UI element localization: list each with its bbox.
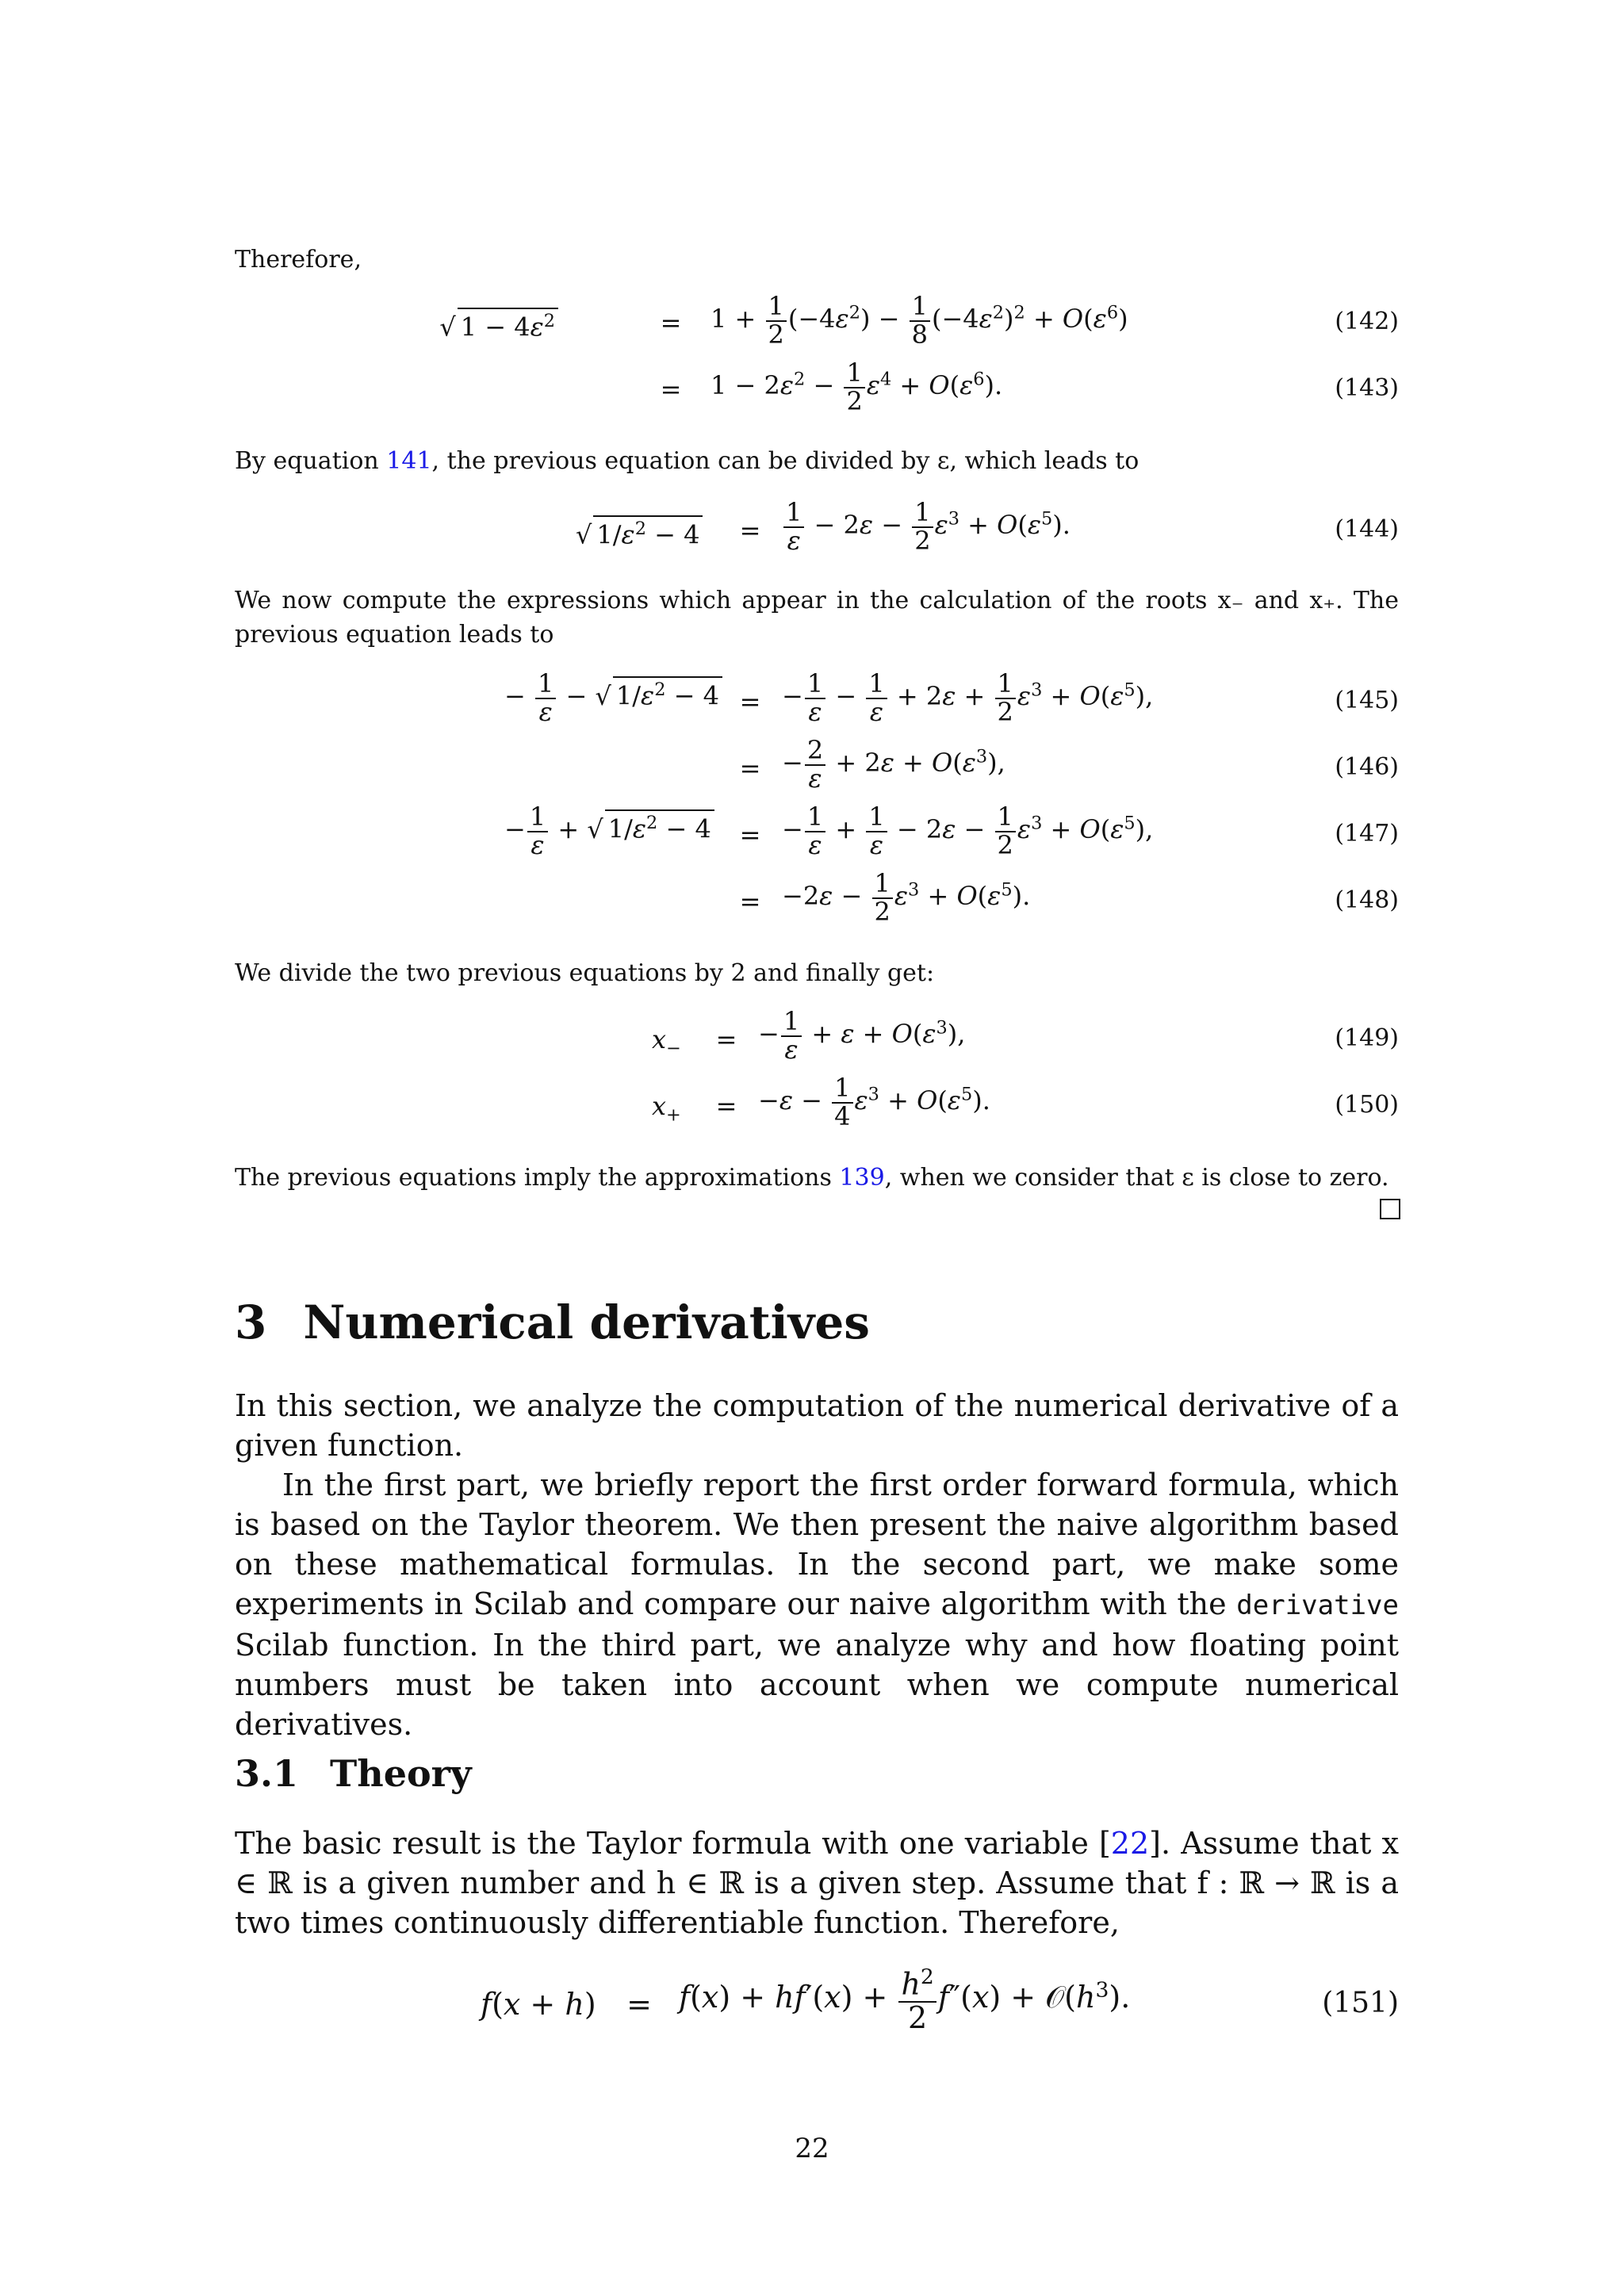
intro-text: Therefore, [235, 246, 362, 274]
equation-number: (143) [1335, 374, 1399, 402]
eq-rhs: − $\frac{1}{\varepsilon}$ − $\frac{1}{\varepsilon}$ + 2ε + $\frac{1}{2}$ $\varepsilon^3 + O(\varepsilon^5)$, [782, 668, 1154, 727]
equation-number: (144) [1335, 515, 1399, 543]
equation-number: (146) [1335, 753, 1399, 781]
eq-rhs: $1 - 2\varepsilon^2$ − $\frac{1}{2}$ $\varepsilon^4 + O(\varepsilon^6)$. [710, 358, 1003, 416]
eq-rhs: −2ε − $\frac{1}{2}$ $\varepsilon^3 + O(\varepsilon^5)$. [782, 868, 1031, 927]
equation-143: = $1 - 2\varepsilon^2$ − $\frac{1}{2}$ $\varepsilon^4 + O(\varepsilon^6)$. (143) [660, 358, 1399, 416]
equation-number: (142) [1335, 308, 1399, 335]
page-number: 22 [795, 2133, 829, 2164]
section-paragraph-1: In this section, we analyze the computation of the numerical derivative of a given function. [235, 1388, 1399, 1463]
equation-link[interactable]: 141 [386, 447, 432, 475]
citation-link[interactable]: 22 [1110, 1826, 1150, 1861]
equation-number: (145) [1335, 687, 1399, 714]
equation-149: $x_-$ = − $\frac{1}{\varepsilon}$ + $\varepsilon + O(\varepsilon^3)$, (149) [652, 1006, 1399, 1065]
equation-148: = −2ε − $\frac{1}{2}$ $\varepsilon^3 + O(\varepsilon^5)$. (148) [739, 868, 1399, 927]
equation-145: − $\frac{1}{\varepsilon}$ − √ $1/\varepsilon^2 - 4$ = − $\frac{1}{\varepsilon}$ − $\frac{1}{\varepsilon}$ + 2ε + $\frac{1}{2}$ $\varepsilon^3 + O(\varepsilon^5)$, (145) [504, 668, 1399, 727]
paragraph-1: By equation 141, the previous equation can be divided by ε, which leads to [235, 447, 1139, 475]
paragraph-3: We divide the two previous equations by 2 and finally get: [235, 959, 935, 987]
eq-rhs: −ε − $\frac{1}{4}$ $\varepsilon^3 + O(\varepsilon^5)$. [758, 1073, 990, 1131]
equation-number: (150) [1335, 1091, 1399, 1119]
equation-142: √ $1 - 4\varepsilon^2$ = 1 + $\frac{1}{2}$ $(-4\varepsilon^2)$ − $\frac{1}{8}$ $(-4\varepsilon^2)^2 + O(\varepsilon^6)$ (142) [439, 291, 1399, 350]
equation-146: = − $\frac{2}{\varepsilon}$ + $2\varepsilon + O(\varepsilon^3)$, (146) [739, 735, 1399, 794]
section-paragraph-2: In the first part, we briefly report the first order forward formula, which is based on the Taylor theorem. We then present the naive algorithm based on these mathematical formulas. In the second part, we make some experiments in Scilab and compare our naive algorithm with the derivative Scilab function. In the third part, we analyze why and how floating point numbers must be taken into account when we compute numerical derivatives. [235, 1468, 1399, 1742]
eq-lhs: √ $1 - 4\varepsilon^2$ [439, 308, 558, 342]
equation-number: (151) [1322, 1987, 1399, 2019]
section-heading: 3 Numerical derivatives [235, 1295, 870, 1349]
paragraph-2: We now compute the expressions which appear in the calculation of the roots x₋ and x₊. The previous equation leads to [235, 587, 1399, 649]
eq-rhs: − $\frac{2}{\varepsilon}$ + $2\varepsilon + O(\varepsilon^3)$, [782, 735, 1005, 794]
equation-147: − $\frac{1}{\varepsilon}$ + √ $1/\varepsilon^2 - 4$ = − $\frac{1}{\varepsilon}$ + $\frac{1}{\varepsilon}$ − 2ε − $\frac{1}{2}$ $\varepsilon^3 + O(\varepsilon^5)$, (147) [504, 802, 1399, 860]
equation-number: (148) [1335, 886, 1399, 914]
eq-rhs: f(x) + hf′(x) + $\frac{h^2}{2}$ $f''(x) + 𝒪(h^3)$. [679, 1965, 1131, 2035]
equation-144: √ $1/\varepsilon^2 - 4$ = $\frac{1}{\varepsilon}$ − 2ε − $\frac{1}{2}$ $\varepsilon^3 + O(\varepsilon^5)$. (144) [576, 497, 1399, 556]
eq-rhs: − $\frac{1}{\varepsilon}$ + $\frac{1}{\varepsilon}$ − 2ε − $\frac{1}{2}$ $\varepsilon^3 + O(\varepsilon^5)$, [782, 802, 1154, 860]
subsection-paragraph: The basic result is the Taylor formula with one variable [22]. Assume that x ∈ ℝ is a given number and h ∈ ℝ is a given step. Assume that f : ℝ → ℝ is a two times continuously differentiable function. Therefore, [235, 1826, 1400, 1940]
equation-number: (149) [1335, 1024, 1399, 1052]
equation-151: f(x + h) = f(x) + hf′(x) + $\frac{h^2}{2}$ $f''(x) + 𝒪(h^3)$. (151) [481, 1965, 1399, 2035]
eq-rhs: − $\frac{1}{\varepsilon}$ + $\varepsilon + O(\varepsilon^3)$, [758, 1006, 966, 1065]
eq-rhs: 1 + $\frac{1}{2}$ $(-4\varepsilon^2)$ − $\frac{1}{8}$ $(-4\varepsilon^2)^2 + O(\varepsilon^6)$ [710, 291, 1128, 350]
paragraph-4: The previous equations imply the approximations 139, when we consider that ε is close to zero. [235, 1164, 1389, 1192]
code-derivative: derivative [1236, 1590, 1399, 1621]
equation-150: $x_+$ = −ε − $\frac{1}{4}$ $\varepsilon^3 + O(\varepsilon^5)$. (150) [652, 1073, 1399, 1131]
subsection-heading: 3.1 Theory [235, 1752, 472, 1795]
eq-rhs: $\frac{1}{\varepsilon}$ − 2ε − $\frac{1}{2}$ $\varepsilon^3 + O(\varepsilon^5)$. [782, 499, 1071, 554]
equation-number: (147) [1335, 820, 1399, 848]
equation-link[interactable]: 139 [839, 1164, 885, 1192]
qed-square-icon [1380, 1199, 1400, 1219]
